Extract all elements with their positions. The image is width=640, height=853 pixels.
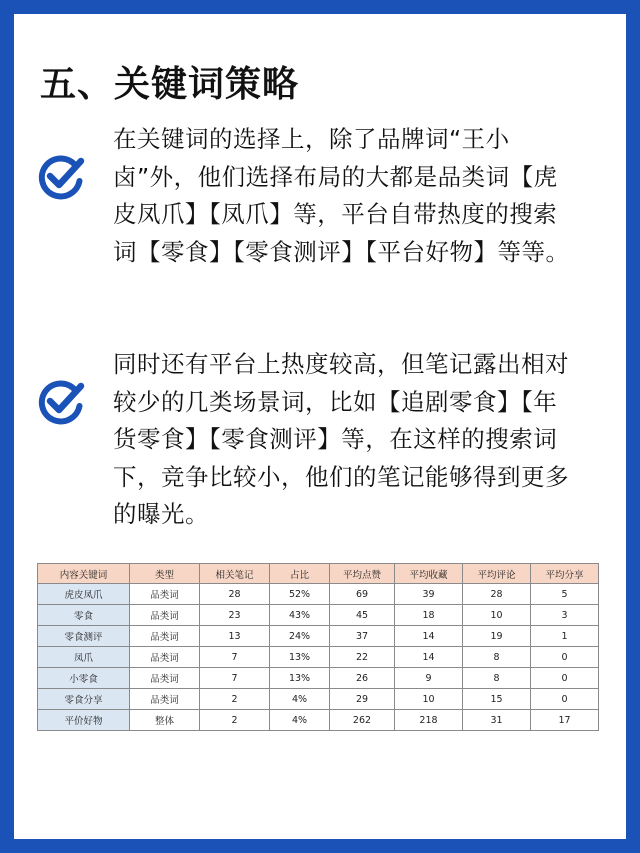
keyword-stats-table [37, 563, 599, 731]
table-cell: 2 [200, 689, 270, 710]
table-cell: 262 [330, 710, 395, 731]
table-cell: 31 [463, 710, 531, 731]
table-cell: 14 [395, 626, 463, 647]
table-cell: 28 [463, 584, 531, 605]
table-cell: 52% [270, 584, 330, 605]
keyword-cell: 凤爪 [38, 647, 130, 668]
table-cell: 218 [395, 710, 463, 731]
table-cell: 13% [270, 668, 330, 689]
table-cell: 品类词 [130, 647, 200, 668]
paragraph-scene-keywords: 同时还有平台上热度较高，但笔记露出相对较少的几类场景词，比如【追剧零食】【年货零食】【零食测评】等，在这样的搜索词下，竞争比较小，他们的笔记能够得到更多的曝光。 [113, 350, 569, 528]
table-cell: 品类词 [130, 605, 200, 626]
keyword-cell: 零食分享 [38, 689, 130, 710]
table-cell: 13% [270, 647, 330, 668]
table-row [38, 605, 599, 626]
table-cell: 10 [463, 605, 531, 626]
table-cell: 28 [200, 584, 270, 605]
keyword-cell: 零食测评 [38, 626, 130, 647]
table-cell: 15 [463, 689, 531, 710]
table-cell: 0 [531, 668, 599, 689]
table-cell: 7 [200, 668, 270, 689]
header-cell: 相关笔记 [200, 564, 270, 584]
table-row [38, 584, 599, 605]
table-header-row [38, 564, 599, 584]
table-cell: 品类词 [130, 668, 200, 689]
table-row [38, 647, 599, 668]
table-cell: 2 [200, 710, 270, 731]
table-cell: 品类词 [130, 626, 200, 647]
table-cell: 8 [463, 647, 531, 668]
header-cell: 平均点赞 [330, 564, 395, 584]
paragraph-keyword-selection: 在关键词的选择上，除了品牌词“王小卤”外，他们选择布局的大都是品类词【虎皮凤爪】【凤爪】等，平台自带热度的搜索词【零食】【零食测评】【平台好物】等等。 [113, 125, 570, 266]
table-cell: 24% [270, 626, 330, 647]
table-cell: 8 [463, 668, 531, 689]
header-cell: 占比 [270, 564, 330, 584]
keyword-cell: 平价好物 [38, 710, 130, 731]
table-cell: 22 [330, 647, 395, 668]
table-row [38, 710, 599, 731]
table-cell: 39 [395, 584, 463, 605]
table-cell: 18 [395, 605, 463, 626]
table-cell: 4% [270, 689, 330, 710]
table-cell: 1 [531, 626, 599, 647]
table-cell: 7 [200, 647, 270, 668]
keyword-cell: 虎皮凤爪 [38, 584, 130, 605]
check-circle-icon [36, 152, 86, 202]
table-cell: 45 [330, 605, 395, 626]
table-cell: 13 [200, 626, 270, 647]
table-cell: 9 [395, 668, 463, 689]
table-cell: 整体 [130, 710, 200, 731]
table-cell: 14 [395, 647, 463, 668]
header-cell: 类型 [130, 564, 200, 584]
page-title: 五、关键词策略 [40, 64, 300, 105]
table-cell: 17 [531, 710, 599, 731]
table-cell: 10 [395, 689, 463, 710]
table-row [38, 626, 599, 647]
table-cell: 69 [330, 584, 395, 605]
header-cell: 平均分享 [531, 564, 599, 584]
table-cell: 品类词 [130, 689, 200, 710]
table-row [38, 668, 599, 689]
table-cell: 26 [330, 668, 395, 689]
header-cell: 内容关键词 [38, 564, 130, 584]
table-cell: 43% [270, 605, 330, 626]
table-cell: 3 [531, 605, 599, 626]
table-cell: 37 [330, 626, 395, 647]
keyword-cell: 零食 [38, 605, 130, 626]
table-row [38, 689, 599, 710]
table-cell: 23 [200, 605, 270, 626]
table-cell: 0 [531, 647, 599, 668]
table-cell: 0 [531, 689, 599, 710]
table-cell: 19 [463, 626, 531, 647]
header-cell: 平均评论 [463, 564, 531, 584]
table-cell: 5 [531, 584, 599, 605]
table-cell: 4% [270, 710, 330, 731]
table-cell: 29 [330, 689, 395, 710]
keyword-cell: 小零食 [38, 668, 130, 689]
header-cell: 平均收藏 [395, 564, 463, 584]
check-circle-icon [36, 377, 86, 427]
table-cell: 品类词 [130, 584, 200, 605]
